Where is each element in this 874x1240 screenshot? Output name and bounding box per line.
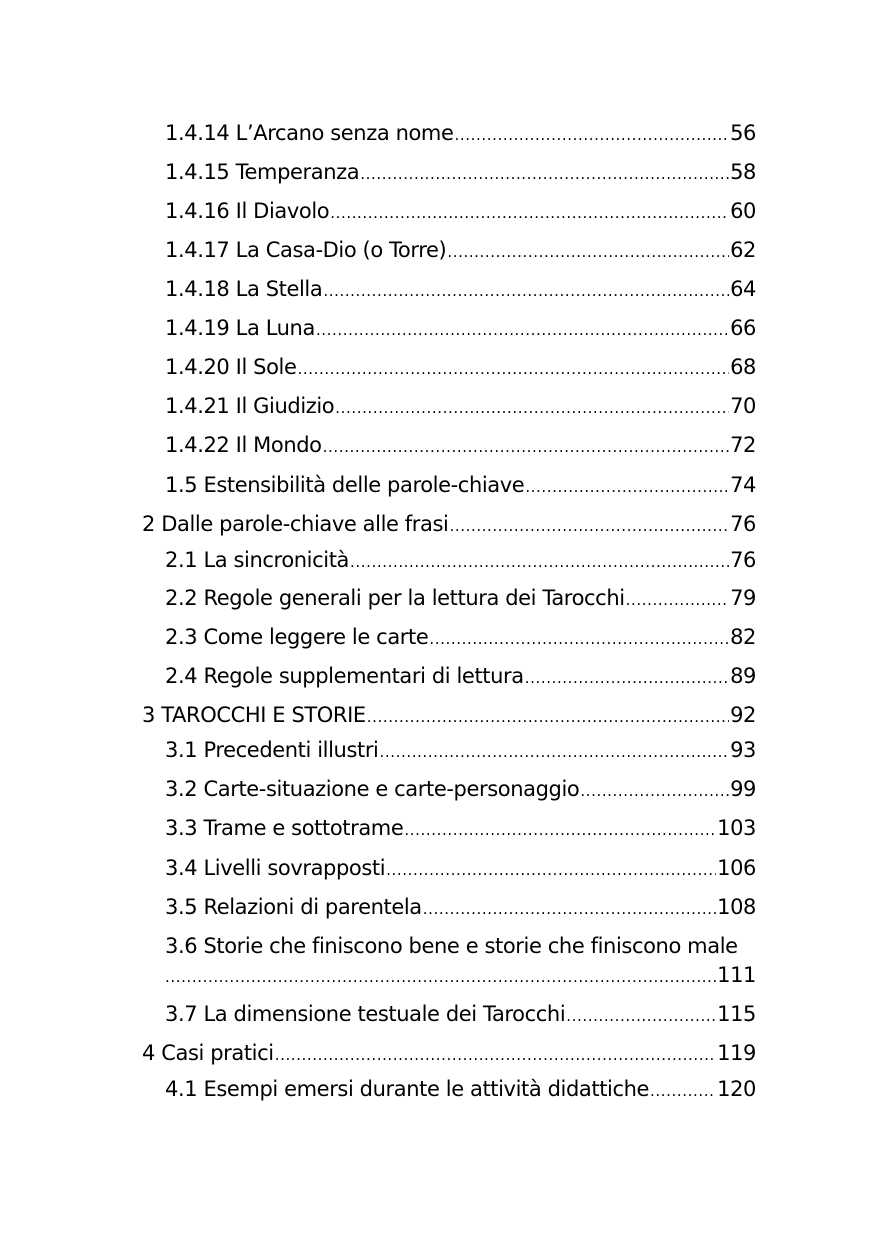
toc-entry (165, 662, 756, 692)
toc-entry-title: 1.4.21 Il Giudizio (165, 394, 335, 418)
toc-page-number: 72 (730, 433, 756, 457)
toc-leader-dots (626, 586, 729, 614)
toc-entry (165, 961, 756, 991)
toc-leader-dots (423, 895, 716, 923)
toc-leader-dots (386, 856, 716, 884)
toc-entry-title: 1.4.16 Il Diavolo (165, 199, 330, 223)
toc-page-number: 111 (717, 963, 756, 987)
toc-entry (165, 431, 756, 461)
toc-entry (165, 584, 756, 614)
toc-entry (165, 353, 756, 383)
toc-entry-title: 3.7 La dimensione testuale dei Tarocchi (165, 1002, 566, 1026)
toc-entry (165, 392, 756, 422)
toc-leader-dots (525, 473, 729, 501)
toc-entry-title-wrapped: 3.6 Storie che finiscono bene e storie che finiscono male (165, 934, 738, 958)
toc-page-number: 89 (730, 664, 756, 688)
toc-chapter-entry (142, 1039, 756, 1069)
toc-entry-title: 2.1 La sincronicità (165, 548, 349, 572)
toc-leader-dots (323, 433, 729, 461)
toc-leader-dots (330, 199, 729, 227)
toc-entry (165, 854, 756, 884)
toc-page-number: 76 (730, 548, 756, 572)
toc-page-number: 70 (730, 394, 756, 418)
toc-leader-dots (379, 738, 729, 766)
toc-entry (165, 623, 756, 653)
toc-page-number: 76 (730, 512, 756, 536)
toc-entry-title: 3.5 Relazioni di parentela (165, 895, 422, 919)
toc-leader-dots (350, 548, 729, 576)
toc-page-number: 115 (717, 1002, 756, 1026)
toc-entry (165, 158, 756, 188)
toc-entry-title: 3.1 Precedenti illustri (165, 738, 379, 762)
toc-leader-dots (449, 512, 729, 540)
toc-entry-title: 2.2 Regole generali per la lettura dei Tarocchi (165, 586, 625, 610)
toc-leader-dots (404, 816, 716, 844)
toc-page-number: 79 (730, 586, 756, 610)
toc-entry-title: 1.4.20 Il Sole (165, 355, 297, 379)
toc-leader-dots (525, 664, 729, 692)
toc-leader-dots (429, 625, 729, 653)
toc-leader-dots (316, 316, 729, 344)
toc-leader-dots (650, 1077, 716, 1105)
toc-entry-title: 4 Casi pratici (142, 1041, 274, 1065)
toc-entry (165, 275, 756, 305)
toc-leader-dots (580, 777, 729, 805)
toc-entry (165, 314, 756, 344)
toc-entry (165, 1075, 756, 1105)
toc-page-number: 66 (730, 316, 756, 340)
toc-entry-title: 3.2 Carte-situazione e carte-personaggio (165, 777, 580, 801)
toc-leader-dots (455, 121, 730, 149)
toc-leader-dots (165, 963, 716, 991)
toc-page-number: 58 (730, 160, 756, 184)
toc-entry (165, 736, 756, 766)
toc-entry-title: 3 TAROCCHI E STORIE (142, 703, 366, 727)
toc-leader-dots (275, 1041, 716, 1069)
toc-entry (165, 1000, 756, 1030)
toc-chapter-entry (142, 510, 756, 540)
toc-entry-title: 1.4.18 La Stella (165, 277, 323, 301)
toc-entry (165, 893, 756, 923)
toc-entry (165, 197, 756, 227)
toc-entry-title: 1.4.22 Il Mondo (165, 433, 322, 457)
toc-page-number: 108 (717, 895, 756, 919)
toc-leader-dots (566, 1002, 716, 1030)
toc-page-number: 60 (730, 199, 756, 223)
toc-leader-dots (360, 160, 729, 188)
toc-page-number: 64 (730, 277, 756, 301)
toc-entry-title: 4.1 Esempi emersi durante le attività didattiche (165, 1077, 650, 1101)
toc-page-number: 56 (730, 121, 756, 145)
toc-leader-dots (298, 355, 730, 383)
toc-entry (165, 119, 756, 149)
toc-page-number: 120 (717, 1077, 756, 1101)
toc-entry (165, 546, 756, 576)
toc-entry-title: 2.3 Come leggere le carte (165, 625, 429, 649)
toc-page-number: 74 (730, 473, 756, 497)
toc-entry-title: 1.4.15 Temperanza (165, 160, 360, 184)
toc-leader-dots (367, 703, 729, 731)
toc-entry-title: 2.4 Regole supplementari di lettura (165, 664, 524, 688)
toc-page-number: 93 (730, 738, 756, 762)
toc-entry (165, 236, 756, 266)
toc-page-number: 62 (730, 238, 756, 262)
toc-page-number: 106 (717, 856, 756, 880)
toc-entry-title: 3.4 Livelli sovrapposti (165, 856, 386, 880)
toc-entry-title: 2 Dalle parole-chiave alle frasi (142, 512, 449, 536)
toc-entry-title: 1.4.17 La Casa-Dio (o Torre) (165, 238, 447, 262)
toc-entry-title: 1.5 Estensibilità delle parole-chiave (165, 473, 525, 497)
toc-page-number: 103 (717, 816, 756, 840)
toc-entry (165, 775, 756, 805)
toc-chapter-entry (142, 701, 756, 731)
toc-leader-dots (447, 238, 729, 266)
toc-entry-title: 1.4.14 L’Arcano senza nome (165, 121, 454, 145)
toc-page-number: 92 (730, 703, 756, 727)
toc-page-number: 99 (730, 777, 756, 801)
toc-entry (165, 471, 756, 501)
toc-entry-title: 1.4.19 La Luna (165, 316, 315, 340)
toc-page-number: 68 (730, 355, 756, 379)
toc-page-number: 82 (730, 625, 756, 649)
toc-leader-dots (335, 394, 729, 422)
toc-leader-dots (323, 277, 729, 305)
toc-entry (165, 814, 756, 844)
toc-entry-title: 3.3 Trame e sottotrame (165, 816, 404, 840)
toc-page-number: 119 (717, 1041, 756, 1065)
